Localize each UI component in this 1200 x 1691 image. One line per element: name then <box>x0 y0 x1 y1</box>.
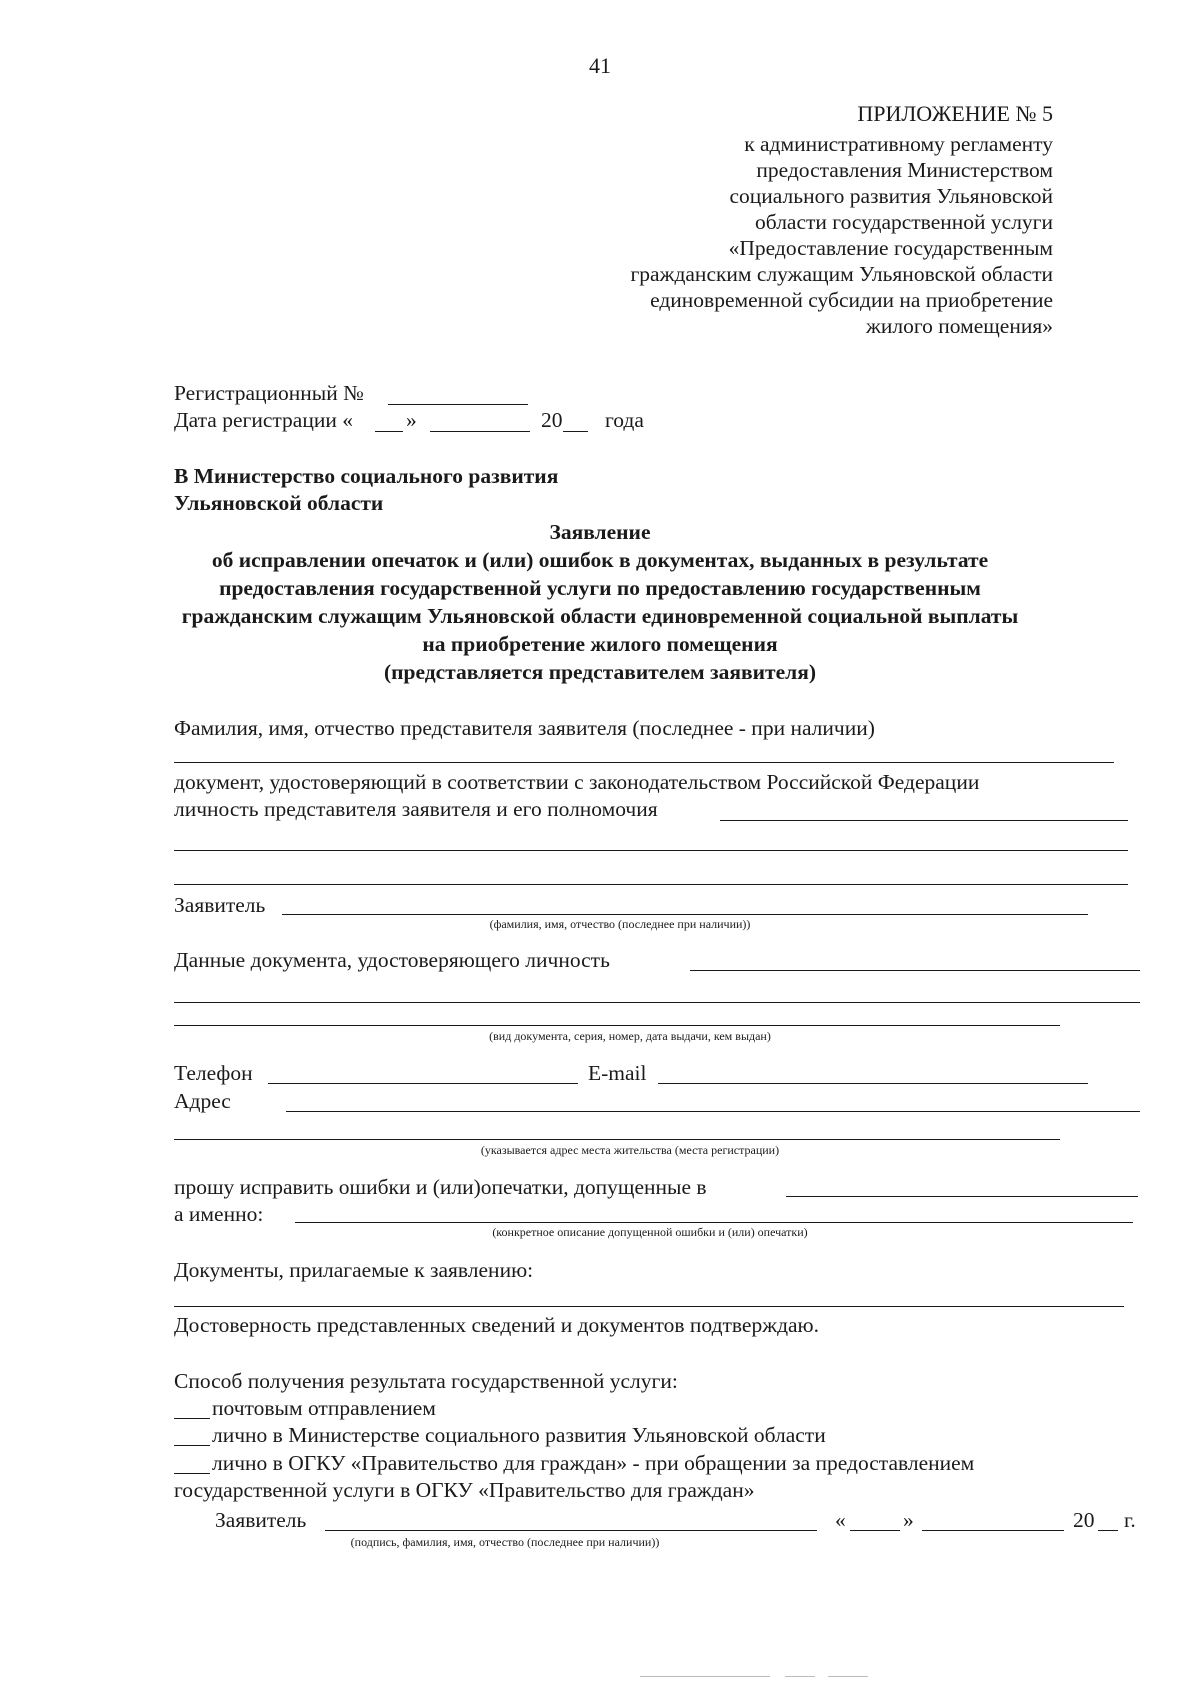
option-ministry-label: лично в Министерстве социального развития Ульяновской области <box>212 1423 826 1447</box>
appendix-line: гражданским служащим Ульяновской области <box>630 262 1053 286</box>
option-ogku-label: лично в ОГКУ «Правительство для граждан» - при обращении за предоставлением <box>212 1451 975 1475</box>
option-mail-checkbox[interactable] <box>174 1418 210 1419</box>
rep-name-field[interactable] <box>174 762 1114 763</box>
appendix-line: жилого помещения» <box>866 314 1053 338</box>
sign-caption: (подпись, фамилия, имя, отчество (последнее при наличии)) <box>350 1535 660 1549</box>
appendix-title: ПРИЛОЖЕНИЕ № 5 <box>857 101 1053 126</box>
applicant-caption: (фамилия, имя, отчество (последнее при наличии)) <box>489 917 751 931</box>
form-heading-line: на приобретение жилого помещения <box>422 632 778 656</box>
confirm-text: Достоверность представленных сведений и документов подтверждаю. <box>174 1313 819 1337</box>
id-doc-field[interactable] <box>174 1025 1060 1026</box>
registration-year-prefix: 20 <box>541 408 563 432</box>
page-number: 41 <box>589 53 611 78</box>
registration-date-label: Дата регистрации « <box>174 408 353 432</box>
address-field[interactable] <box>286 1111 1140 1112</box>
registration-day-field[interactable] <box>375 431 403 432</box>
appendix-line: единовременной субсидии на приобретение <box>650 288 1053 312</box>
form-heading-line: предоставления государственной услуги по предоставлению государственным <box>219 576 981 600</box>
registration-number-label: Регистрационный № <box>174 381 364 405</box>
appendix-line: предоставления Министерством <box>756 158 1053 182</box>
rep-doc-label: личность представителя заявителя и его полномочия <box>174 797 658 821</box>
sign-date-close: » <box>903 1508 914 1532</box>
rep-doc-field[interactable] <box>174 850 1128 851</box>
id-doc-field[interactable] <box>174 1002 1140 1003</box>
appendix-line: к административному регламенту <box>744 132 1053 156</box>
option-ogku-label-cont: государственной услуги в ОГКУ «Правительство для граждан» <box>174 1478 755 1502</box>
request-label: прошу исправить ошибки и (или)опечатки, допущенные в <box>174 1175 707 1199</box>
namely-field[interactable] <box>295 1222 1133 1223</box>
attached-label: Документы, прилагаемые к заявлению: <box>174 1258 534 1282</box>
appendix-line: социального развития Ульяновской <box>729 184 1053 208</box>
footer-divider <box>828 1676 868 1677</box>
registration-month-field[interactable] <box>430 431 530 432</box>
sign-date-open: « <box>835 1508 846 1532</box>
rep-doc-field[interactable] <box>174 884 1128 885</box>
namely-label: а именно: <box>174 1202 264 1226</box>
form-heading-line: (представляется представителем заявителя) <box>384 660 816 684</box>
email-label: E-mail <box>588 1061 647 1085</box>
addressee-line: В Министерство социального развития <box>174 464 559 488</box>
address-label: Адрес <box>174 1089 231 1113</box>
rep-doc-label: документ, удостоверяющий в соответствии с законодательством Российской Федерации <box>174 770 980 794</box>
phone-label: Телефон <box>174 1061 253 1085</box>
namely-caption: (конкретное описание допущенной ошибки и (или) опечатки) <box>492 1225 808 1239</box>
address-field[interactable] <box>174 1139 1060 1140</box>
phone-field[interactable] <box>268 1083 578 1084</box>
registration-year-field[interactable] <box>563 431 588 432</box>
sign-day-field[interactable] <box>850 1530 900 1531</box>
registration-year-suffix: года <box>605 408 644 432</box>
email-field[interactable] <box>658 1083 1088 1084</box>
applicant-label: Заявитель <box>174 893 266 917</box>
appendix-line: «Предоставление государственным <box>728 236 1053 260</box>
option-ogku-checkbox[interactable] <box>174 1473 210 1474</box>
id-doc-label: Данные документа, удостоверяющего личность <box>174 948 610 972</box>
applicant-name-field[interactable] <box>282 914 1088 915</box>
option-mail-label: почтовым отправлением <box>212 1396 436 1420</box>
id-doc-field[interactable] <box>690 970 1140 971</box>
rep-doc-field[interactable] <box>720 820 1128 821</box>
form-title: Заявление <box>549 520 651 544</box>
sign-label: Заявитель <box>215 1508 307 1532</box>
id-doc-caption: (вид документа, серия, номер, дата выдачи, кем выдан) <box>489 1029 771 1043</box>
addressee-line: Ульяновской области <box>174 491 384 515</box>
sign-month-field[interactable] <box>922 1530 1064 1531</box>
sign-year-field[interactable] <box>1098 1530 1118 1531</box>
registration-date-close: » <box>406 408 417 432</box>
rep-name-label: Фамилия, имя, отчество представителя заявителя (последнее - при наличии) <box>174 716 875 740</box>
footer-divider <box>640 1676 770 1677</box>
registration-number-field[interactable] <box>388 404 528 405</box>
sign-year-suffix: г. <box>1124 1508 1136 1532</box>
form-heading-line: гражданским служащим Ульяновской области единовременной социальной выплаты <box>181 604 1019 628</box>
option-ministry-checkbox[interactable] <box>174 1445 210 1446</box>
sign-year-prefix: 20 <box>1073 1508 1095 1532</box>
method-label: Способ получения результата государственной услуги: <box>174 1369 678 1393</box>
signature-field[interactable] <box>325 1530 817 1531</box>
address-caption: (указывается адрес места жительства (места регистрации) <box>480 1143 780 1157</box>
request-field[interactable] <box>786 1196 1138 1197</box>
footer-divider <box>785 1676 815 1677</box>
appendix-line: области государственной услуги <box>755 210 1053 234</box>
attached-field[interactable] <box>174 1306 1124 1307</box>
form-heading-line: об исправлении опечаток и (или) ошибок в документах, выданных в результате <box>211 548 989 572</box>
